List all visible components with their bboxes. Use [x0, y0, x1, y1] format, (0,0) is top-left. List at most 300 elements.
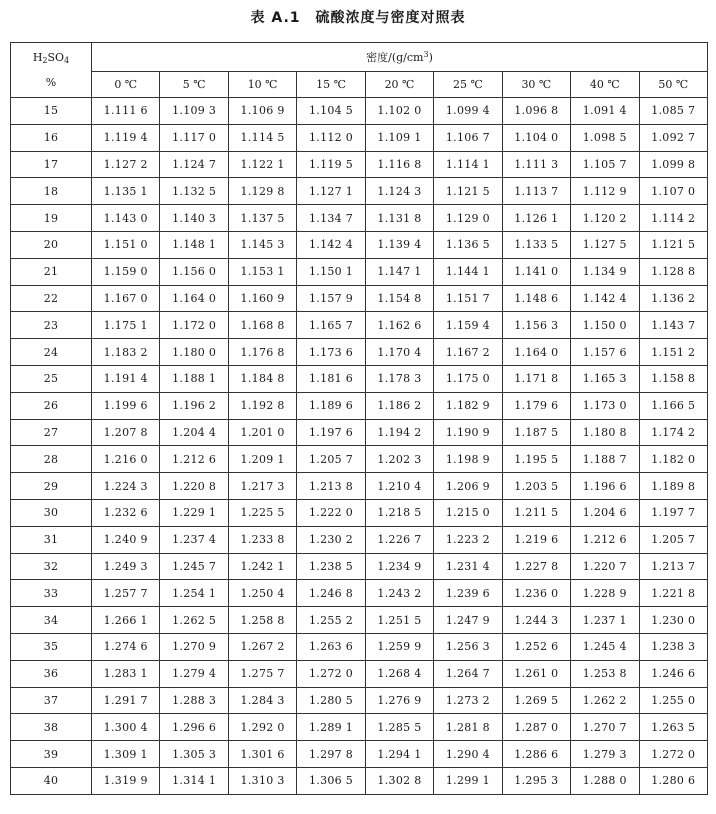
density-cell: 1.170 4 [365, 339, 433, 366]
density-cell: 1.266 1 [92, 607, 160, 634]
density-cell: 1.280 5 [297, 687, 365, 714]
table-row [11, 151, 708, 178]
density-cell: 1.295 3 [502, 767, 570, 794]
concentration-cell: 22 [11, 285, 92, 312]
concentration-cell: 19 [11, 205, 92, 232]
density-label: 密度/(g/cm [366, 51, 424, 64]
density-cell: 1.319 9 [92, 767, 160, 794]
density-cell: 1.127 2 [92, 151, 160, 178]
temperature-header: 30 ℃ [502, 72, 570, 98]
temperature-header: 5 ℃ [160, 72, 228, 98]
density-cell: 1.274 6 [92, 633, 160, 660]
table-row [11, 124, 708, 151]
density-cell: 1.156 0 [160, 258, 228, 285]
density-cell: 1.136 2 [639, 285, 708, 312]
density-cell: 1.297 8 [297, 741, 365, 768]
density-cell: 1.207 8 [92, 419, 160, 446]
density-cell: 1.184 8 [228, 365, 296, 392]
table-row [11, 98, 708, 125]
density-cell: 1.171 8 [502, 365, 570, 392]
density-cell: 1.202 3 [365, 446, 433, 473]
density-cell: 1.159 4 [434, 312, 502, 339]
density-cell: 1.175 1 [92, 312, 160, 339]
density-cell: 1.173 6 [297, 339, 365, 366]
density-cell: 1.292 0 [228, 714, 296, 741]
density-cell: 1.286 6 [502, 741, 570, 768]
density-cell: 1.270 9 [160, 633, 228, 660]
density-cell: 1.129 0 [434, 205, 502, 232]
density-cell: 1.257 7 [92, 580, 160, 607]
temperature-header: 10 ℃ [228, 72, 296, 98]
concentration-cell: 18 [11, 178, 92, 205]
density-close: ) [428, 51, 433, 64]
concentration-cell: 32 [11, 553, 92, 580]
density-cell: 1.212 6 [160, 446, 228, 473]
density-cell: 1.309 1 [92, 741, 160, 768]
density-cell: 1.252 6 [502, 633, 570, 660]
density-cell: 1.098 5 [571, 124, 639, 151]
density-cell: 1.165 3 [571, 365, 639, 392]
table-row [11, 312, 708, 339]
table-row [11, 633, 708, 660]
density-cell: 1.194 2 [365, 419, 433, 446]
concentration-cell: 16 [11, 124, 92, 151]
density-cell: 1.158 8 [639, 365, 708, 392]
density-cell: 1.223 2 [434, 526, 502, 553]
density-cell: 1.239 6 [434, 580, 502, 607]
concentration-header [11, 43, 92, 98]
density-cell: 1.140 3 [160, 205, 228, 232]
density-cell: 1.224 3 [92, 473, 160, 500]
density-cell: 1.249 3 [92, 553, 160, 580]
density-cell: 1.203 5 [502, 473, 570, 500]
concentration-cell: 33 [11, 580, 92, 607]
formula-h: H [32, 50, 43, 64]
density-cell: 1.144 1 [434, 258, 502, 285]
density-sup: 3 [423, 50, 429, 59]
density-cell: 1.222 0 [297, 499, 365, 526]
density-cell: 1.205 7 [639, 526, 708, 553]
density-cell: 1.246 6 [639, 660, 708, 687]
density-cell: 1.133 5 [502, 231, 570, 258]
density-cell: 1.279 3 [571, 741, 639, 768]
density-cell: 1.127 1 [297, 178, 365, 205]
density-cell: 1.269 5 [502, 687, 570, 714]
density-cell: 1.227 8 [502, 553, 570, 580]
density-cell: 1.206 9 [434, 473, 502, 500]
concentration-cell: 21 [11, 258, 92, 285]
concentration-cell: 39 [11, 741, 92, 768]
density-cell: 1.306 5 [297, 767, 365, 794]
density-cell: 1.287 0 [502, 714, 570, 741]
density-cell: 1.212 6 [571, 526, 639, 553]
density-cell: 1.164 0 [160, 285, 228, 312]
density-cell: 1.289 1 [297, 714, 365, 741]
density-cell: 1.114 1 [434, 151, 502, 178]
density-cell: 1.120 2 [571, 205, 639, 232]
density-cell: 1.143 7 [639, 312, 708, 339]
density-cell: 1.143 0 [92, 205, 160, 232]
density-cell: 1.131 8 [365, 205, 433, 232]
density-cell: 1.197 7 [639, 499, 708, 526]
density-cell: 1.174 2 [639, 419, 708, 446]
density-cell: 1.267 2 [228, 633, 296, 660]
density-cell: 1.290 4 [434, 741, 502, 768]
density-cell: 1.154 8 [365, 285, 433, 312]
density-cell: 1.294 1 [365, 741, 433, 768]
temperature-header: 50 ℃ [639, 72, 708, 98]
density-cell: 1.199 6 [92, 392, 160, 419]
density-cell: 1.147 1 [365, 258, 433, 285]
density-cell: 1.275 7 [228, 660, 296, 687]
concentration-cell: 31 [11, 526, 92, 553]
density-cell: 1.148 6 [502, 285, 570, 312]
density-cell: 1.230 0 [639, 607, 708, 634]
density-cell: 1.288 3 [160, 687, 228, 714]
density-cell: 1.096 8 [502, 98, 570, 125]
density-cell: 1.272 0 [639, 741, 708, 768]
density-cell: 1.180 0 [160, 339, 228, 366]
density-cell: 1.114 5 [228, 124, 296, 151]
density-cell: 1.268 4 [365, 660, 433, 687]
density-cell: 1.225 5 [228, 499, 296, 526]
density-cell: 1.178 3 [365, 365, 433, 392]
density-cell: 1.124 7 [160, 151, 228, 178]
table-row [11, 714, 708, 741]
concentration-header-formula [11, 47, 91, 72]
density-cell: 1.217 3 [228, 473, 296, 500]
density-cell: 1.195 5 [502, 446, 570, 473]
density-cell: 1.213 7 [639, 553, 708, 580]
table-row [11, 205, 708, 232]
density-cell: 1.187 5 [502, 419, 570, 446]
density-cell: 1.234 9 [365, 553, 433, 580]
density-cell: 1.151 0 [92, 231, 160, 258]
density-cell: 1.262 5 [160, 607, 228, 634]
density-cell: 1.238 5 [297, 553, 365, 580]
density-cell: 1.121 5 [639, 231, 708, 258]
table-row [11, 446, 708, 473]
temperature-header: 25 ℃ [434, 72, 502, 98]
density-cell: 1.112 0 [297, 124, 365, 151]
density-cell: 1.116 8 [365, 151, 433, 178]
concentration-cell: 23 [11, 312, 92, 339]
concentration-cell: 20 [11, 231, 92, 258]
density-cell: 1.179 6 [502, 392, 570, 419]
density-cell: 1.261 0 [502, 660, 570, 687]
density-cell: 1.310 3 [228, 767, 296, 794]
density-cell: 1.181 6 [297, 365, 365, 392]
density-cell: 1.211 5 [502, 499, 570, 526]
density-cell: 1.201 0 [228, 419, 296, 446]
density-cell: 1.129 8 [228, 178, 296, 205]
density-cell: 1.136 5 [434, 231, 502, 258]
density-cell: 1.166 5 [639, 392, 708, 419]
density-table [10, 42, 708, 795]
density-cell: 1.145 3 [228, 231, 296, 258]
density-cell: 1.246 8 [297, 580, 365, 607]
density-cell: 1.105 7 [571, 151, 639, 178]
density-cell: 1.237 4 [160, 526, 228, 553]
density-cell: 1.104 0 [502, 124, 570, 151]
density-cell: 1.258 8 [228, 607, 296, 634]
density-cell: 1.233 8 [228, 526, 296, 553]
density-cell: 1.197 6 [297, 419, 365, 446]
formula-sub-4: 4 [64, 55, 70, 65]
temperature-header: 40 ℃ [571, 72, 639, 98]
density-cell: 1.162 6 [365, 312, 433, 339]
density-cell: 1.237 1 [571, 607, 639, 634]
density-cell: 1.253 8 [571, 660, 639, 687]
density-cell: 1.165 7 [297, 312, 365, 339]
density-cell: 1.272 0 [297, 660, 365, 687]
table-row [11, 687, 708, 714]
density-cell: 1.128 8 [639, 258, 708, 285]
density-cell: 1.121 5 [434, 178, 502, 205]
table-row [11, 258, 708, 285]
concentration-cell: 40 [11, 767, 92, 794]
density-cell: 1.228 9 [571, 580, 639, 607]
density-cell: 1.134 9 [571, 258, 639, 285]
density-cell: 1.281 8 [434, 714, 502, 741]
density-cell: 1.198 9 [434, 446, 502, 473]
density-cell: 1.153 1 [228, 258, 296, 285]
density-cell: 1.117 0 [160, 124, 228, 151]
density-cell: 1.141 0 [502, 258, 570, 285]
density-cell: 1.255 0 [639, 687, 708, 714]
temperature-header: 20 ℃ [365, 72, 433, 98]
table-row [11, 553, 708, 580]
density-cell: 1.111 3 [502, 151, 570, 178]
density-cell: 1.236 0 [502, 580, 570, 607]
density-cell: 1.296 6 [160, 714, 228, 741]
table-row [11, 231, 708, 258]
density-cell: 1.270 7 [571, 714, 639, 741]
density-cell: 1.157 9 [297, 285, 365, 312]
density-cell: 1.099 4 [434, 98, 502, 125]
density-cell: 1.210 4 [365, 473, 433, 500]
density-cell: 1.124 3 [365, 178, 433, 205]
concentration-cell: 27 [11, 419, 92, 446]
table-row [11, 607, 708, 634]
density-cell: 1.216 0 [92, 446, 160, 473]
density-cell: 1.091 4 [571, 98, 639, 125]
density-cell: 1.172 0 [160, 312, 228, 339]
density-cell: 1.262 2 [571, 687, 639, 714]
table-title: 表 A.1 硫酸浓度与密度对照表 [250, 10, 466, 26]
density-cell: 1.183 2 [92, 339, 160, 366]
density-cell: 1.209 1 [228, 446, 296, 473]
density-cell: 1.204 6 [571, 499, 639, 526]
density-cell: 1.160 9 [228, 285, 296, 312]
density-cell: 1.157 6 [571, 339, 639, 366]
concentration-cell: 36 [11, 660, 92, 687]
concentration-cell: 29 [11, 473, 92, 500]
density-cell: 1.132 5 [160, 178, 228, 205]
concentration-cell: 30 [11, 499, 92, 526]
temperature-header: 15 ℃ [297, 72, 365, 98]
header-row-density [11, 43, 708, 72]
density-cell: 1.231 4 [434, 553, 502, 580]
density-cell: 1.142 4 [571, 285, 639, 312]
density-cell: 1.119 4 [92, 124, 160, 151]
density-header [92, 43, 708, 72]
density-cell: 1.114 2 [639, 205, 708, 232]
concentration-cell: 17 [11, 151, 92, 178]
density-cell: 1.137 5 [228, 205, 296, 232]
density-cell: 1.156 3 [502, 312, 570, 339]
density-cell: 1.279 4 [160, 660, 228, 687]
density-cell: 1.111 6 [92, 98, 160, 125]
density-cell: 1.284 3 [228, 687, 296, 714]
density-cell: 1.099 8 [639, 151, 708, 178]
density-cell: 1.142 4 [297, 231, 365, 258]
density-cell: 1.112 9 [571, 178, 639, 205]
density-cell: 1.148 1 [160, 231, 228, 258]
concentration-cell: 24 [11, 339, 92, 366]
concentration-cell: 25 [11, 365, 92, 392]
density-cell: 1.175 0 [434, 365, 502, 392]
density-cell: 1.221 8 [639, 580, 708, 607]
table-body [11, 98, 708, 795]
density-cell: 1.109 3 [160, 98, 228, 125]
density-cell: 1.220 7 [571, 553, 639, 580]
table-row [11, 741, 708, 768]
density-cell: 1.229 1 [160, 499, 228, 526]
table-row [11, 767, 708, 794]
density-cell: 1.244 3 [502, 607, 570, 634]
table-row [11, 365, 708, 392]
density-cell: 1.263 6 [297, 633, 365, 660]
table-row [11, 178, 708, 205]
density-cell: 1.188 7 [571, 446, 639, 473]
density-cell: 1.226 7 [365, 526, 433, 553]
density-cell: 1.264 7 [434, 660, 502, 687]
density-cell: 1.126 1 [502, 205, 570, 232]
density-cell: 1.283 1 [92, 660, 160, 687]
density-cell: 1.104 5 [297, 98, 365, 125]
density-cell: 1.300 4 [92, 714, 160, 741]
density-cell: 1.247 9 [434, 607, 502, 634]
density-cell: 1.122 1 [228, 151, 296, 178]
concentration-cell: 28 [11, 446, 92, 473]
density-cell: 1.167 0 [92, 285, 160, 312]
table-row [11, 660, 708, 687]
density-cell: 1.189 8 [639, 473, 708, 500]
density-cell: 1.259 9 [365, 633, 433, 660]
density-cell: 1.219 6 [502, 526, 570, 553]
density-cell: 1.139 4 [365, 231, 433, 258]
density-cell: 1.254 1 [160, 580, 228, 607]
density-cell: 1.109 1 [365, 124, 433, 151]
density-cell: 1.186 2 [365, 392, 433, 419]
density-cell: 1.314 1 [160, 767, 228, 794]
temperature-header: 0 ℃ [92, 72, 160, 98]
formula-so: SO [47, 50, 65, 64]
density-cell: 1.276 9 [365, 687, 433, 714]
concentration-cell: 38 [11, 714, 92, 741]
density-cell: 1.102 0 [365, 98, 433, 125]
concentration-header-unit: % [45, 75, 57, 89]
density-cell: 1.188 1 [160, 365, 228, 392]
density-cell: 1.092 7 [639, 124, 708, 151]
density-cell: 1.107 0 [639, 178, 708, 205]
density-cell: 1.263 5 [639, 714, 708, 741]
table-row [11, 285, 708, 312]
density-cell: 1.245 4 [571, 633, 639, 660]
density-cell: 1.150 1 [297, 258, 365, 285]
header-row-temperatures [11, 72, 708, 98]
density-cell: 1.182 0 [639, 446, 708, 473]
density-cell: 1.220 8 [160, 473, 228, 500]
density-cell: 1.189 6 [297, 392, 365, 419]
density-cell: 1.196 2 [160, 392, 228, 419]
formula-sub-2: 2 [42, 55, 48, 65]
density-cell: 1.164 0 [502, 339, 570, 366]
table-row [11, 419, 708, 446]
density-cell: 1.245 7 [160, 553, 228, 580]
density-cell: 1.213 8 [297, 473, 365, 500]
density-cell: 1.255 2 [297, 607, 365, 634]
density-cell: 1.167 2 [434, 339, 502, 366]
concentration-cell: 26 [11, 392, 92, 419]
density-cell: 1.251 5 [365, 607, 433, 634]
density-cell: 1.196 6 [571, 473, 639, 500]
concentration-cell: 35 [11, 633, 92, 660]
density-cell: 1.191 4 [92, 365, 160, 392]
density-cell: 1.134 7 [297, 205, 365, 232]
density-cell: 1.150 0 [571, 312, 639, 339]
density-cell: 1.238 3 [639, 633, 708, 660]
density-cell: 1.106 9 [228, 98, 296, 125]
table-row [11, 526, 708, 553]
table-row [11, 392, 708, 419]
concentration-cell: 34 [11, 607, 92, 634]
density-cell: 1.215 0 [434, 499, 502, 526]
density-cell: 1.242 1 [228, 553, 296, 580]
density-cell: 1.301 6 [228, 741, 296, 768]
density-cell: 1.176 8 [228, 339, 296, 366]
density-cell: 1.288 0 [571, 767, 639, 794]
concentration-cell: 15 [11, 98, 92, 125]
density-cell: 1.204 4 [160, 419, 228, 446]
density-cell: 1.302 8 [365, 767, 433, 794]
density-cell: 1.192 8 [228, 392, 296, 419]
density-cell: 1.205 7 [297, 446, 365, 473]
table-row [11, 339, 708, 366]
density-cell: 1.135 1 [92, 178, 160, 205]
density-cell: 1.182 9 [434, 392, 502, 419]
density-cell: 1.273 2 [434, 687, 502, 714]
density-cell: 1.230 2 [297, 526, 365, 553]
density-cell: 1.106 7 [434, 124, 502, 151]
density-cell: 1.151 2 [639, 339, 708, 366]
density-cell: 1.299 1 [434, 767, 502, 794]
density-cell: 1.240 9 [92, 526, 160, 553]
density-cell: 1.218 5 [365, 499, 433, 526]
density-cell: 1.285 5 [365, 714, 433, 741]
table-row [11, 499, 708, 526]
density-cell: 1.256 3 [434, 633, 502, 660]
density-cell: 1.151 7 [434, 285, 502, 312]
density-cell: 1.119 5 [297, 151, 365, 178]
density-cell: 1.232 6 [92, 499, 160, 526]
density-cell: 1.280 6 [639, 767, 708, 794]
density-cell: 1.243 2 [365, 580, 433, 607]
density-cell: 1.159 0 [92, 258, 160, 285]
density-cell: 1.305 3 [160, 741, 228, 768]
concentration-cell: 37 [11, 687, 92, 714]
